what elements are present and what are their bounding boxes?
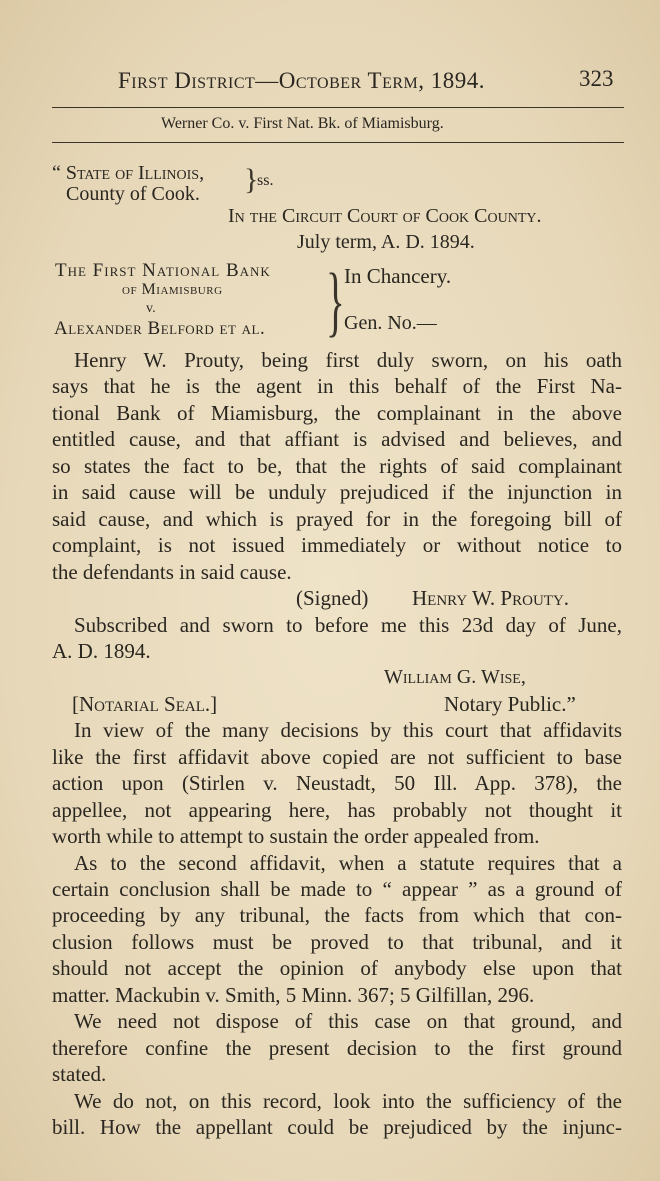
text-line: Subscribed and sworn to before me this 23d day of June,	[74, 612, 622, 637]
caption-plaintiff-1: The First National Bank	[55, 260, 271, 281]
brace-chancery: }	[326, 257, 345, 344]
notary-title: Notary Public.”	[444, 691, 576, 716]
text-line: therefore confine the present decision to the first ground	[52, 1035, 622, 1060]
caption-term: July term, A. D. 1894.	[297, 231, 475, 253]
text-line: said cause, and which is prayed for in the foregoing bill of	[52, 506, 622, 531]
caption-versus: v.	[146, 301, 156, 316]
header-rule-bottom	[52, 142, 624, 143]
caption-state: “ State of Illinois,	[52, 162, 205, 184]
brace-ss: }	[244, 163, 259, 196]
signed-label: (Signed)	[296, 586, 369, 611]
caption-court: In the Circuit Court of Cook County.	[228, 205, 542, 227]
text-line: like the first affidavit above copied are not sufficient to base	[52, 744, 622, 769]
text-line: certain conclusion shall be made to “ appear ” as a ground of	[52, 877, 622, 901]
case-title: Werner Co. v. First Nat. Bk. of Miamisburg.	[161, 115, 444, 132]
notary-name: William G. Wise,	[384, 666, 526, 689]
header-rule-top	[52, 107, 624, 108]
text-line: so states the fact to be, that the rights of said complainant	[52, 453, 622, 478]
text-line: proceeding by any tribunal, the facts from which that con-	[52, 903, 622, 928]
caption-ss: ss.	[257, 172, 274, 189]
caption-county: County of Cook.	[66, 183, 200, 205]
signer-name: Henry W. Prouty.	[412, 586, 570, 611]
text-line: As to the second affidavit, when a statute requires that a	[74, 850, 622, 875]
text-line: We do not, on this record, look into the sufficiency of the	[74, 1088, 622, 1113]
text-line: says that he is the agent in this behalf of the First Na-	[52, 374, 622, 399]
text-line: clusion follows must be proved to that tribunal, and it	[52, 929, 622, 954]
text-line: appellee, not appearing here, has probably not thought it	[52, 797, 622, 822]
page-number: 323	[579, 66, 614, 91]
notarial-seal: [Notarial Seal.]	[72, 691, 218, 716]
caption-plaintiff-2: of Miamisburg	[122, 281, 223, 298]
text-line: stated.	[52, 1062, 107, 1087]
text-line: In view of the many decisions by this court that affidavits	[74, 718, 622, 743]
text-line: worth while to attempt to sustain the order appealed from.	[52, 824, 540, 849]
caption-defendant: Alexander Belford et al.	[54, 318, 266, 339]
caption-gen-no: Gen. No.—	[344, 312, 437, 334]
text-line: complaint, is not issued immediately or without notice to	[52, 533, 622, 558]
text-line: the defendants in said cause.	[52, 559, 292, 584]
running-title: First District—October Term, 1894.	[118, 68, 486, 93]
text-line: Henry W. Prouty, being first duly sworn, on his oath	[74, 348, 622, 372]
text-line: matter. Mackubin v. Smith, 5 Minn. 367; 5 Gilfillan, 296.	[52, 982, 535, 1007]
text-line: in said cause will be unduly prejudiced if the injunction in	[52, 480, 622, 505]
caption-chancery: In Chancery.	[344, 264, 452, 288]
text-line: entitled cause, and that affiant is advised and believes, and	[52, 427, 622, 452]
text-line: bill. How the appellant could be prejudiced by the injunc-	[52, 1115, 622, 1140]
text-line: action upon (Stirlen v. Neustadt, 50 Ill. App. 378), the	[52, 771, 622, 796]
text-line: We need not dispose of this case on that ground, and	[74, 1009, 622, 1034]
text-line: should not accept the opinion of anybody else upon that	[52, 956, 622, 981]
text-line: A. D. 1894.	[52, 638, 151, 663]
text-line: tional Bank of Miamisburg, the complainant in the above	[52, 400, 622, 425]
